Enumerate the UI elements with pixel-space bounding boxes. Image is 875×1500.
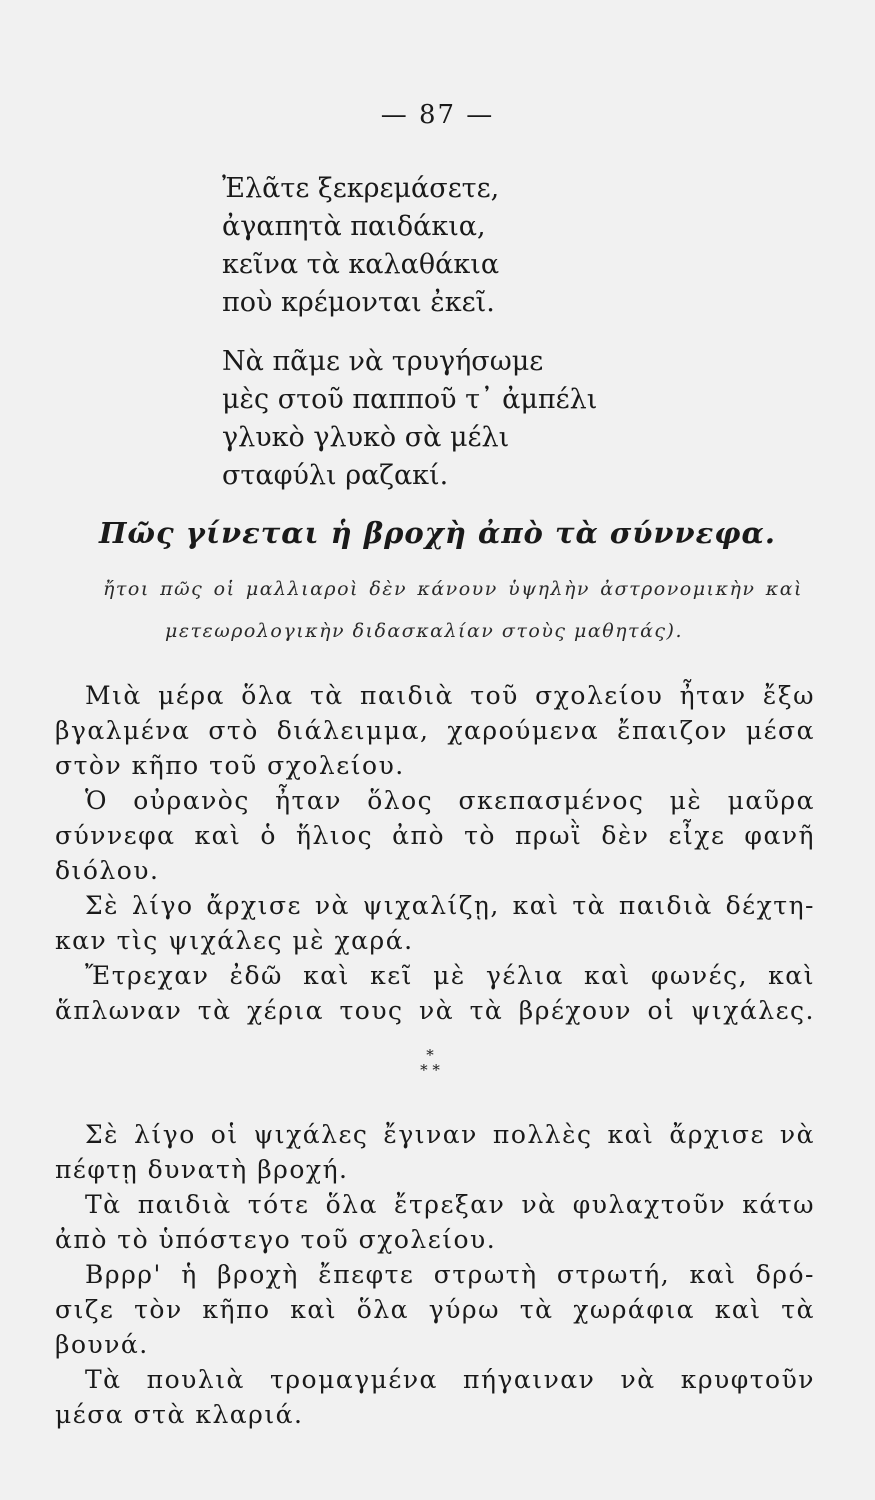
prose-line: μέσα στὰ κλαριά. bbox=[55, 1400, 304, 1429]
section-subtitle-line-2: μετεωρολογικὴν διδασκαλίαν στοὺς μαθητάς). bbox=[165, 620, 683, 642]
poem-line: γλυκὸ γλυκὸ σὰ μέλι bbox=[222, 422, 510, 453]
prose-line: βγαλμένα στὸ διάλειμμα, χαρούμενα ἔπαιζον μέσα bbox=[55, 716, 815, 745]
prose-line: καν τὶς ψιχάλες μὲ χαρά. bbox=[55, 926, 414, 955]
prose-line: βουνά. bbox=[55, 1330, 149, 1359]
prose-line: Σὲ λίγο οἱ ψιχάλες ἔγιναν πολλὲς καὶ ἄρχισε νὰ bbox=[85, 1120, 815, 1149]
section-title: Πῶς γίνεται ἡ βροχὴ ἀπὸ τὰ σύννεφα. bbox=[99, 516, 776, 550]
prose-line: σιζε τὸν κῆπο καὶ ὅλα γύρω τὰ χωράφια καὶ τὰ bbox=[55, 1295, 815, 1324]
section-subtitle-line-1: ἤτοι πῶς οἱ μαλλιαροὶ δὲν κάνουν ὑψηλὴν ἀστρονομικὴν καὶ bbox=[103, 578, 803, 600]
poem-line: ἀγαπητὰ παιδάκια, bbox=[222, 211, 486, 242]
prose-line: ἅπλωναν τὰ χέρια τους νὰ τὰ βρέχουν οἱ ψιχάλες. bbox=[55, 996, 815, 1025]
prose-line: στὸν κῆπο τοῦ σχολείου. bbox=[55, 751, 405, 780]
poem-line: Νὰ πᾶμε νὰ τρυγήσωμε bbox=[222, 346, 544, 377]
poem-stanza-2 bbox=[222, 343, 597, 495]
prose-line: ἀπὸ τὸ ὑπόστεγο τοῦ σχολείου. bbox=[55, 1225, 497, 1254]
poem-line: μὲς στοῦ παπποῦ τ᾽ ἀμπέλι bbox=[222, 384, 598, 415]
asterism-bottom: * * bbox=[420, 1061, 440, 1079]
page-number: — 87 — bbox=[380, 100, 495, 130]
poem-line: κεῖνα τὰ καλαθάκια bbox=[222, 249, 500, 280]
section-break-asterism bbox=[405, 1048, 455, 1088]
prose-block-1 bbox=[55, 678, 815, 1028]
prose-line: Σὲ λίγο ἄρχισε νὰ ψιχαλίζῃ, καὶ τὰ παιδιὰ δέχτη- bbox=[85, 891, 815, 920]
prose-line: Βρρρ' ἡ βροχὴ ἔπεφτε στρωτὴ στρωτή, καὶ δρό- bbox=[85, 1260, 815, 1289]
prose-line: Τὰ παιδιὰ τότε ὅλα ἔτρεξαν νὰ φυλαχτοῦν κάτω bbox=[85, 1190, 815, 1219]
prose-line: διόλου. bbox=[55, 856, 160, 885]
prose-line: Τὰ πουλιὰ τρομαγμένα πήγαιναν νὰ κρυφτοῦν bbox=[85, 1365, 815, 1394]
prose-line: Μιὰ μέρα ὅλα τὰ παιδιὰ τοῦ σχολείου ἦταν ἔξω bbox=[85, 681, 815, 710]
prose-line: Ὁ οὐρανὸς ἦταν ὅλος σκεπασμένος μὲ μαῦρα bbox=[85, 786, 815, 815]
prose-block-2 bbox=[55, 1117, 815, 1432]
asterism-top: * bbox=[426, 1046, 434, 1064]
poem-stanza-1 bbox=[222, 170, 499, 322]
poem-line: Ἐλᾶτε ξεκρεμάσετε, bbox=[222, 173, 500, 204]
poem-line: ποὺ κρέμονται ἐκεῖ. bbox=[222, 287, 495, 318]
prose-line: Ἔτρεχαν ἐδῶ καὶ κεῖ μὲ γέλια καὶ φωνές, καὶ bbox=[85, 961, 815, 990]
prose-line: πέφτῃ δυνατὴ βροχή. bbox=[55, 1155, 349, 1184]
poem-line: σταφύλι ραζακί. bbox=[222, 460, 449, 491]
prose-line: σύννεφα καὶ ὁ ἥλιος ἀπὸ τὸ πρωῒ δὲν εἶχε φανῆ bbox=[55, 821, 815, 850]
